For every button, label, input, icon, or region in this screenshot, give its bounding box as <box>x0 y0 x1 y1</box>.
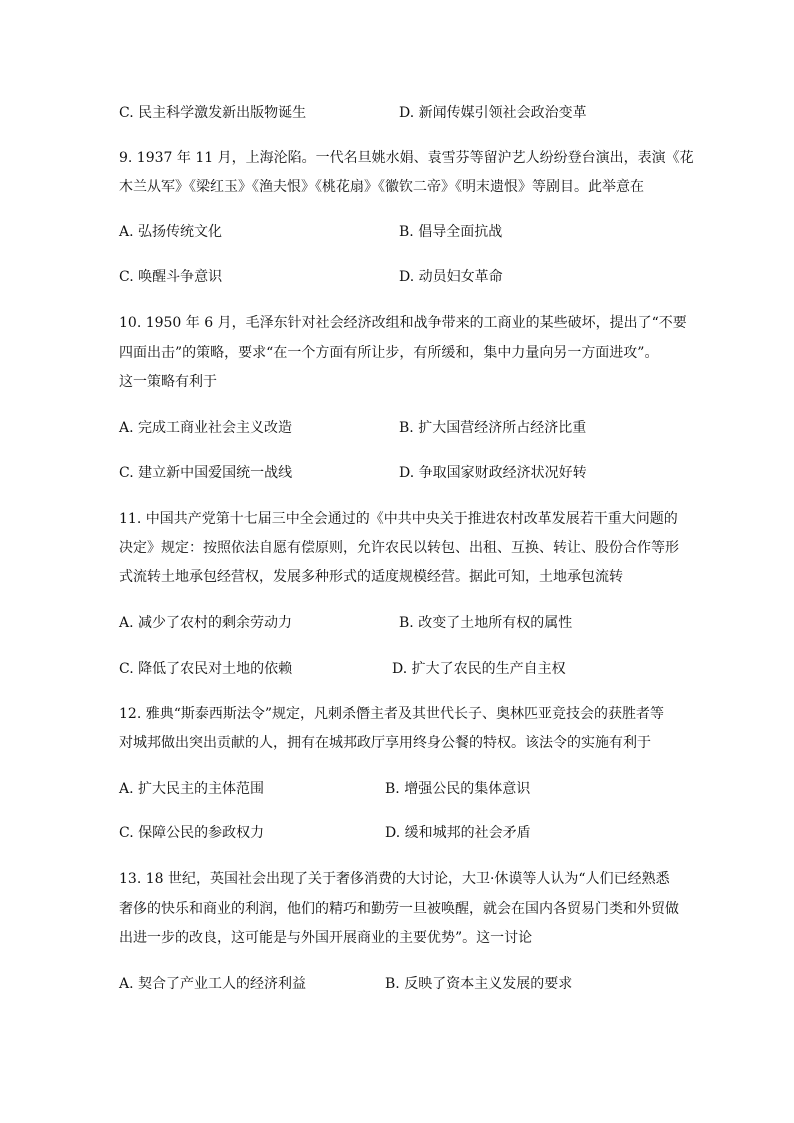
q9-stem-line-2: 木兰从军》《梁红玉》《渔夫恨》《桃花扇》《徽钦二帝》《明末遗恨》等剧目。此举意在 <box>119 179 644 195</box>
q10-stem-line-1: 10. 1950 年 6 月，毛泽东针对社会经济改组和战争带来的工商业的某些破坏，提出了“不要 <box>119 315 687 331</box>
q12-stem-line-2: 对城邦做出突出贡献的人，拥有在城邦政厅享用终身公餐的特权。该法令的实施有利于 <box>119 735 651 751</box>
q8-option-c[interactable]: C. 民主科学激发新出版物诞生 <box>119 105 307 121</box>
q11-stem-line-2: 决定》规定：按照依法自愿有偿原则，允许农民以转包、出租、互换、转让、股份合作等形 <box>119 540 679 556</box>
q10-option-d[interactable]: D. 争取国家财政经济状况好转 <box>399 465 587 481</box>
q12-option-c[interactable]: C. 保障公民的参政权力 <box>119 825 265 841</box>
q10-option-a[interactable]: A. 完成工商业社会主义改造 <box>119 420 293 436</box>
q13-stem-line-3: 出进一步的改良，这可能是与外国开展商业的主要优势”。这一讨论 <box>119 930 533 946</box>
q10-option-c[interactable]: C. 建立新中国爱国统一战线 <box>119 465 293 481</box>
q12-option-a[interactable]: A. 扩大民主的主体范围 <box>119 781 265 797</box>
q13-option-b[interactable]: B. 反映了资本主义发展的要求 <box>385 976 573 992</box>
q11-stem-line-3: 式流转土地承包经营权，发展多种形式的适度规模经营。据此可知，土地承包流转 <box>119 569 623 585</box>
q9-option-d[interactable]: D. 动员妇女革命 <box>399 269 503 285</box>
q11-option-b[interactable]: B. 改变了土地所有权的属性 <box>399 615 573 631</box>
q11-option-a[interactable]: A. 减少了农村的剩余劳动力 <box>119 615 293 631</box>
q9-option-c[interactable]: C. 唤醒斗争意识 <box>119 269 223 285</box>
q10-option-b[interactable]: B. 扩大国营经济所占经济比重 <box>399 420 587 436</box>
q9-stem-line-1: 9. 1937 年 11 月，上海沦陷。一代名旦姚水娟、袁雪芬等留沪艺人纷纷登台演出，表演《花 <box>119 150 694 166</box>
q9-option-b[interactable]: B. 倡导全面抗战 <box>399 224 503 240</box>
q11-stem-line-1: 11. 中国共产党第十七届三中全会通过的《中共中央关于推进农村改革发展若干重大问题的 <box>119 511 678 527</box>
q8-option-d[interactable]: D. 新闻传媒引领社会政治变革 <box>399 105 587 121</box>
q12-option-b[interactable]: B. 增强公民的集体意识 <box>385 781 531 797</box>
q12-option-d[interactable]: D. 缓和城邦的社会矛盾 <box>385 825 531 841</box>
q13-stem-line-1: 13. 18 世纪，英国社会出现了关于奢侈消费的大讨论，大卫·休谟等人认为“人们已经熟悉 <box>119 871 670 887</box>
q11-option-d[interactable]: D. 扩大了农民的生产自主权 <box>392 661 566 677</box>
q10-stem-line-2: 四面出击”的策略，要求“在一个方面有所让步，有所缓和，集中力量向另一方面进攻”。 <box>119 345 659 361</box>
q10-stem-line-3: 这一策略有利于 <box>119 374 217 390</box>
q9-option-a[interactable]: A. 弘扬传统文化 <box>119 224 223 240</box>
q12-stem-line-1: 12. 雅典“斯泰西斯法令”规定，凡刺杀僭主者及其世代长子、奥林匹亚竞技会的获胜者等 <box>119 706 665 722</box>
q11-option-c[interactable]: C. 降低了农民对土地的依赖 <box>119 661 293 677</box>
q13-stem-line-2: 奢侈的快乐和商业的利润，他们的精巧和勤劳一旦被唤醒，就会在国内各贸易门类和外贸做 <box>119 901 679 917</box>
q13-option-a[interactable]: A. 契合了产业工人的经济利益 <box>119 976 307 992</box>
